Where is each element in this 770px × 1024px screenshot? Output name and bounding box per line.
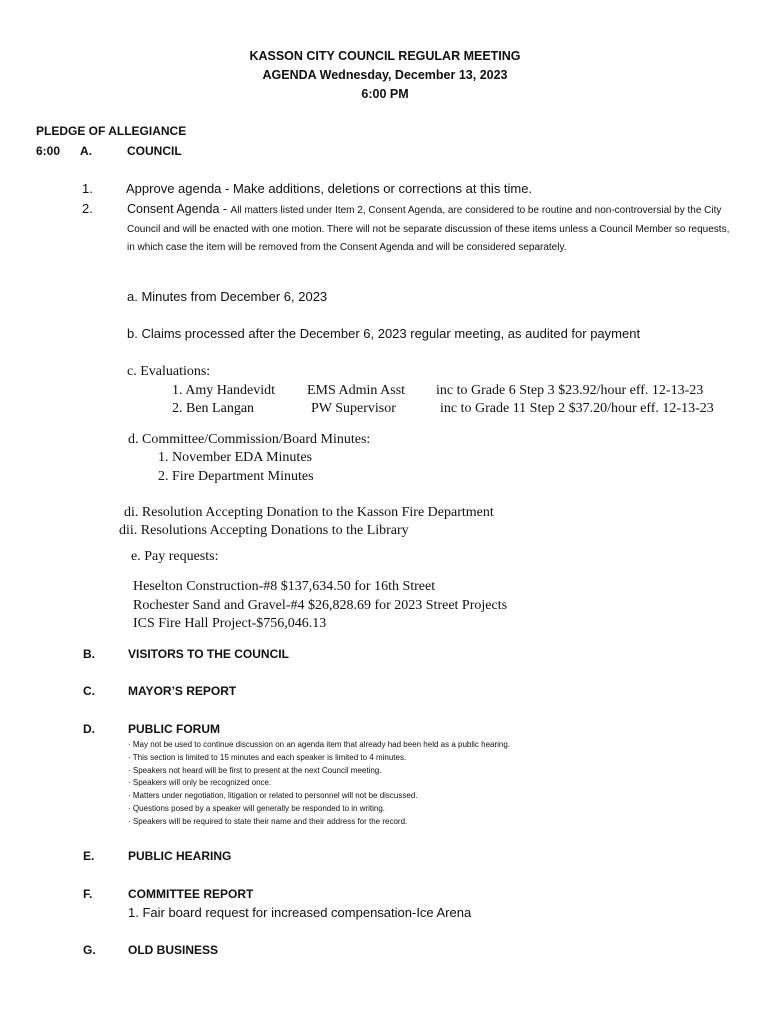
section-g-letter: G. [83, 943, 96, 957]
evaluation-name: 2. Ben Langan [172, 401, 255, 416]
section-b-title: VISITORS TO THE COUNCIL [128, 647, 289, 661]
item-2-number: 2. [82, 201, 93, 216]
public-forum-rules [128, 739, 510, 829]
consent-item-dii: dii. Resolutions Accepting Donations to the Library [119, 523, 409, 538]
header-line-1: KASSON CITY COUNCIL REGULAR MEETING [249, 49, 521, 63]
item-1-text: Approve agenda - Make additions, deletions or corrections at this time. [126, 181, 533, 196]
public-forum-rule: · May not be used to continue discussion on an agenda item that already had been held as a public hearing. [128, 740, 511, 749]
public-forum-rule: · This section is limited to 15 minutes and each speaker is limited to 4 minutes. [128, 752, 407, 762]
pay-request-item: Rochester Sand and Gravel-#4 $26,828.69 for 2023 Street Projects [133, 598, 508, 613]
section-a-title: COUNCIL [127, 144, 182, 158]
section-a-time: 6:00 [36, 144, 61, 158]
evaluation-name: 1. Amy Handevidt [172, 383, 276, 398]
section-f-title: COMMITTEE REPORT [128, 887, 254, 901]
evaluations-title: c. Evaluations: [127, 364, 211, 379]
consent-item-a: a. Minutes from December 6, 2023 [127, 289, 328, 304]
section-d-title: PUBLIC FORUM [128, 722, 220, 736]
evaluation-detail: inc to Grade 11 Step 2 $37.20/hour eff. 12-13-23 [440, 401, 714, 416]
committee-minutes-item: 2. Fire Department Minutes [158, 469, 314, 484]
section-f-letter: F. [83, 887, 93, 901]
committee-report-item: 1. Fair board request for increased compensation-Ice Arena [128, 905, 472, 920]
consent-item-di: di. Resolution Accepting Donation to the Kasson Fire Department [124, 505, 494, 520]
item-1-number: 1. [82, 181, 93, 196]
pay-request-item: Heselton Construction-#8 $137,634.50 for 16th Street [133, 579, 436, 594]
section-e-letter: E. [83, 849, 95, 863]
section-c-title: MAYOR’S REPORT [128, 684, 237, 698]
committee-minutes-title: d. Committee/Commission/Board Minutes: [128, 432, 371, 447]
evaluation-detail: inc to Grade 6 Step 3 $23.92/hour eff. 12-13-23 [436, 383, 704, 398]
public-forum-rule: · Speakers will only be recognized once. [128, 778, 272, 788]
consent-agenda-title: Consent Agenda - [127, 202, 231, 216]
committee-minutes-item: 1. November EDA Minutes [158, 450, 312, 465]
section-c-letter: C. [83, 684, 95, 698]
public-forum-rule: · Speakers not heard will be first to present at the next Council meeting. [128, 765, 382, 775]
evaluation-role: PW Supervisor [311, 401, 396, 416]
consent-agenda-note: All matters listed under Item 2, Consent Agenda, are considered to be routine and non-controversial by the City Council and will be enacted with one motion. There will not be separate discussion of these items unless a Council Member so requests, in which case the item will be removed from the Consent Agenda and will be considered separately. [127, 205, 730, 253]
consent-agenda-block [127, 201, 737, 257]
public-forum-rule: · Matters under negotiation, litigation or related to personnel will not be discussed. [128, 791, 418, 801]
section-a-letter: A. [80, 144, 92, 158]
consent-item-b: b. Claims processed after the December 6, 2023 regular meeting, as audited for payment [127, 326, 641, 341]
public-forum-rule: · Speakers will be required to state their name and their address for the record. [128, 816, 408, 826]
section-e-title: PUBLIC HEARING [128, 849, 232, 863]
header-line-3: 6:00 PM [361, 87, 409, 101]
public-forum-rule: · Questions posed by a speaker will generally be responded to in writing. [128, 803, 386, 813]
section-b-letter: B. [83, 647, 95, 661]
evaluation-role: EMS Admin Asst [307, 383, 406, 398]
header-line-2: AGENDA Wednesday, December 13, 2023 [262, 68, 508, 82]
pledge-heading: PLEDGE OF ALLEGIANCE [36, 124, 187, 138]
pay-requests-title: e. Pay requests: [131, 549, 219, 564]
pay-request-item: ICS Fire Hall Project-$756,046.13 [133, 616, 327, 631]
section-g-title: OLD BUSINESS [128, 943, 219, 957]
section-d-letter: D. [83, 722, 95, 736]
